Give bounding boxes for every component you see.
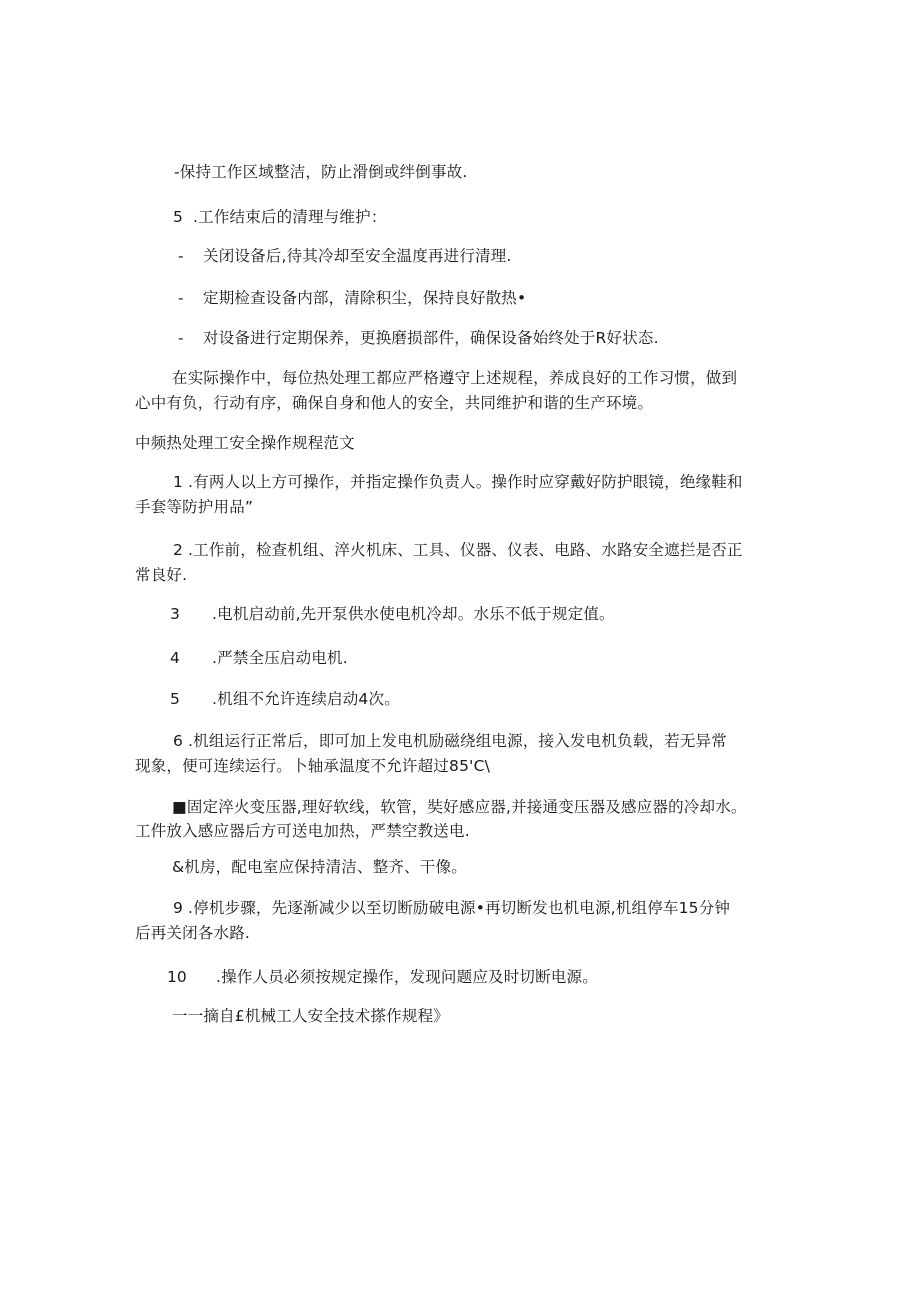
item-number: 5	[170, 690, 180, 708]
item-number: 10	[167, 968, 187, 986]
item-text-line: 后再关闭各水路.	[135, 924, 251, 942]
source-citation: 一一摘自£机械工人安全技术搽作规程》	[172, 1007, 449, 1025]
item-text-line: .严禁全压启动电机.	[212, 649, 348, 667]
item-number: 4	[170, 649, 180, 667]
sub-item: 对设备进行定期保养，更换磨损部件，确保设备始终处于R好状态.	[203, 329, 659, 347]
item-number: 6	[173, 732, 183, 750]
item-heading: .工作结束后的清理与维护：	[193, 208, 387, 226]
item-text-line: .停机步骤，先逐渐减少以至切断励破电源•再切断发也机电源,机组停车15分钟	[188, 899, 731, 917]
item-text-line: &机房，配电室应保持清洁、整齐、干像。	[172, 858, 467, 876]
dash-bullet: -	[178, 289, 184, 307]
item-text-line: .操作人员必须按规定操作，发现问题应及时切断电源。	[216, 968, 598, 986]
hygiene-line: -保持工作区域整洁，防止滑倒或绊倒事故.	[174, 163, 468, 181]
item-number: 9	[173, 899, 183, 917]
section-title: 中频热处理工安全操作规程范文	[135, 434, 355, 452]
item-text-line: 手套等防护用品”	[135, 498, 254, 516]
item-number: 3	[170, 605, 180, 623]
item-text-line: .电机启动前,先开泵供水使电机冷却。水乐不低于规定值。	[212, 605, 615, 623]
sub-item: 关闭设备后,待其冷却至安全温度再进行清理.	[203, 247, 512, 265]
item-text-line: 现象，便可连续运行。卜轴承温度不允许超过85'C\	[135, 757, 491, 775]
sub-item: 定期检查设备内部，清除积尘，保持良好散热•	[203, 289, 527, 307]
item-text-line: 常良好.	[135, 566, 188, 584]
item-text-line: .工作前，检查机组、淬火机床、工具、仪器、仪表、电路、水路安全遮拦是否正	[188, 541, 743, 559]
dash-bullet: -	[178, 247, 184, 265]
item-number: 5	[173, 208, 183, 226]
summary-paragraph-line: 在实际操作中，每位热处理工都应严格遵守上述规程，养成良好的工作习惯，做到	[172, 369, 738, 387]
item-number: 1	[173, 473, 183, 491]
summary-paragraph-line: 心中有负，行动有序，确保自身和他人的安全，共同维护和谐的生产环境。	[135, 394, 654, 412]
item-text-line: .机组运行正常后，即可加上发电机励磁绕组电源，接入发电机负载，若无异常	[188, 732, 727, 750]
item-number: 2	[173, 541, 183, 559]
item-text-line: 工件放入感应器后方可送电加热，严禁空教送电.	[135, 822, 470, 840]
item-text-line: ■固定淬火变压器,理好软线，软管，奘好感应器,并接通变压器及感应器的冷却水。	[172, 798, 747, 816]
item-text-line: .机组不允许连续启动4次。	[212, 690, 400, 708]
dash-bullet: -	[178, 329, 184, 347]
item-text-line: .有两人以上方可操作，并指定操作负责人。操作时应穿戴好防护眼镜，绝缘鞋和	[188, 473, 743, 491]
